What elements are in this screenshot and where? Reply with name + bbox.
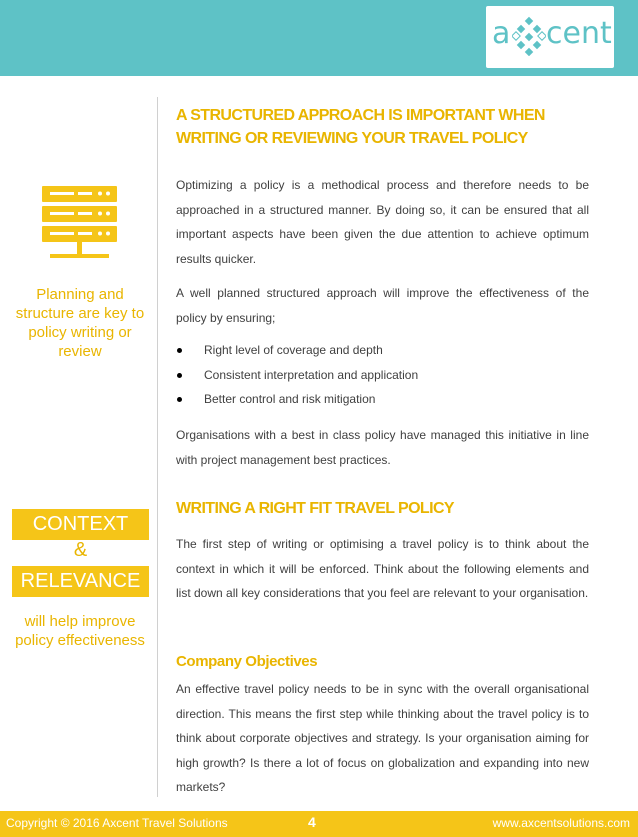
section-title-structured-approach: A STRUCTURED APPROACH IS IMPORTANT WHEN WRITING OR REVIEWING YOUR TRAVEL POLICY <box>176 107 545 147</box>
paragraph-optimizing: Optimizing a policy is a methodical process and therefore needs to be approached in a structured manner. By doing so, it can be ensured that all important aspects have been given the due attention to achieve optimum results quicker. <box>176 178 589 266</box>
list-item: Better control and risk mitigation <box>176 387 589 412</box>
list-item: Consistent interpretation and application <box>176 363 589 388</box>
logo-text-left: a <box>492 16 511 51</box>
website-link[interactable]: www.axcentsolutions.com <box>492 816 630 830</box>
x-pattern-icon <box>512 16 546 56</box>
context-box: CONTEXT <box>12 509 149 540</box>
bullet-icon <box>177 373 182 378</box>
bullet-icon <box>177 397 182 402</box>
subsection-title-company-objectives: Company Objectives <box>176 653 318 670</box>
header-bar <box>0 0 638 76</box>
sidebar-note-effectiveness: will help improve policy effectiveness <box>15 613 145 649</box>
ampersand: & <box>73 539 88 561</box>
logo-text-right: cent <box>546 16 612 51</box>
axcent-logo[interactable] <box>486 6 614 68</box>
paragraph-best-in-class: Organisations with a best in class policy have managed this initiative in line with project management best practices. <box>176 428 589 467</box>
page-number: 4 <box>308 814 316 830</box>
paragraph-first-step: The first step of writing or optimising a travel policy is to think about the context in which it will be enforced. Think about the following elements and list down all key considerations that you feel are relevant to your organisation. <box>176 537 589 600</box>
list-item: Right level of coverage and depth <box>176 338 589 363</box>
footer-bar <box>0 811 638 837</box>
benefits-list <box>176 338 589 412</box>
relevance-box: RELEVANCE <box>12 566 149 597</box>
paragraph-well-planned: A well planned structured approach will improve the effectiveness of the policy by ensuring; <box>176 286 589 325</box>
sidebar-note-planning: Planning and structure are key to policy writing or review <box>15 286 145 360</box>
paragraph-effective-policy: An effective travel policy needs to be in sync with the overall organisational direction. This means the first step while thinking about the travel policy is to think about corporate objectives and strategy. Is your organisation aiming for high growth? Is there a lot of focus on globalization and expanding into new markets? <box>176 682 589 794</box>
copyright-text: Copyright © 2016 Axcent Travel Solutions <box>6 816 228 830</box>
column-divider <box>157 97 158 797</box>
section-title-right-fit: WRITING A RIGHT FIT TRAVEL POLICY <box>176 500 454 517</box>
bullet-icon <box>177 348 182 353</box>
server-rack-icon <box>42 186 117 270</box>
